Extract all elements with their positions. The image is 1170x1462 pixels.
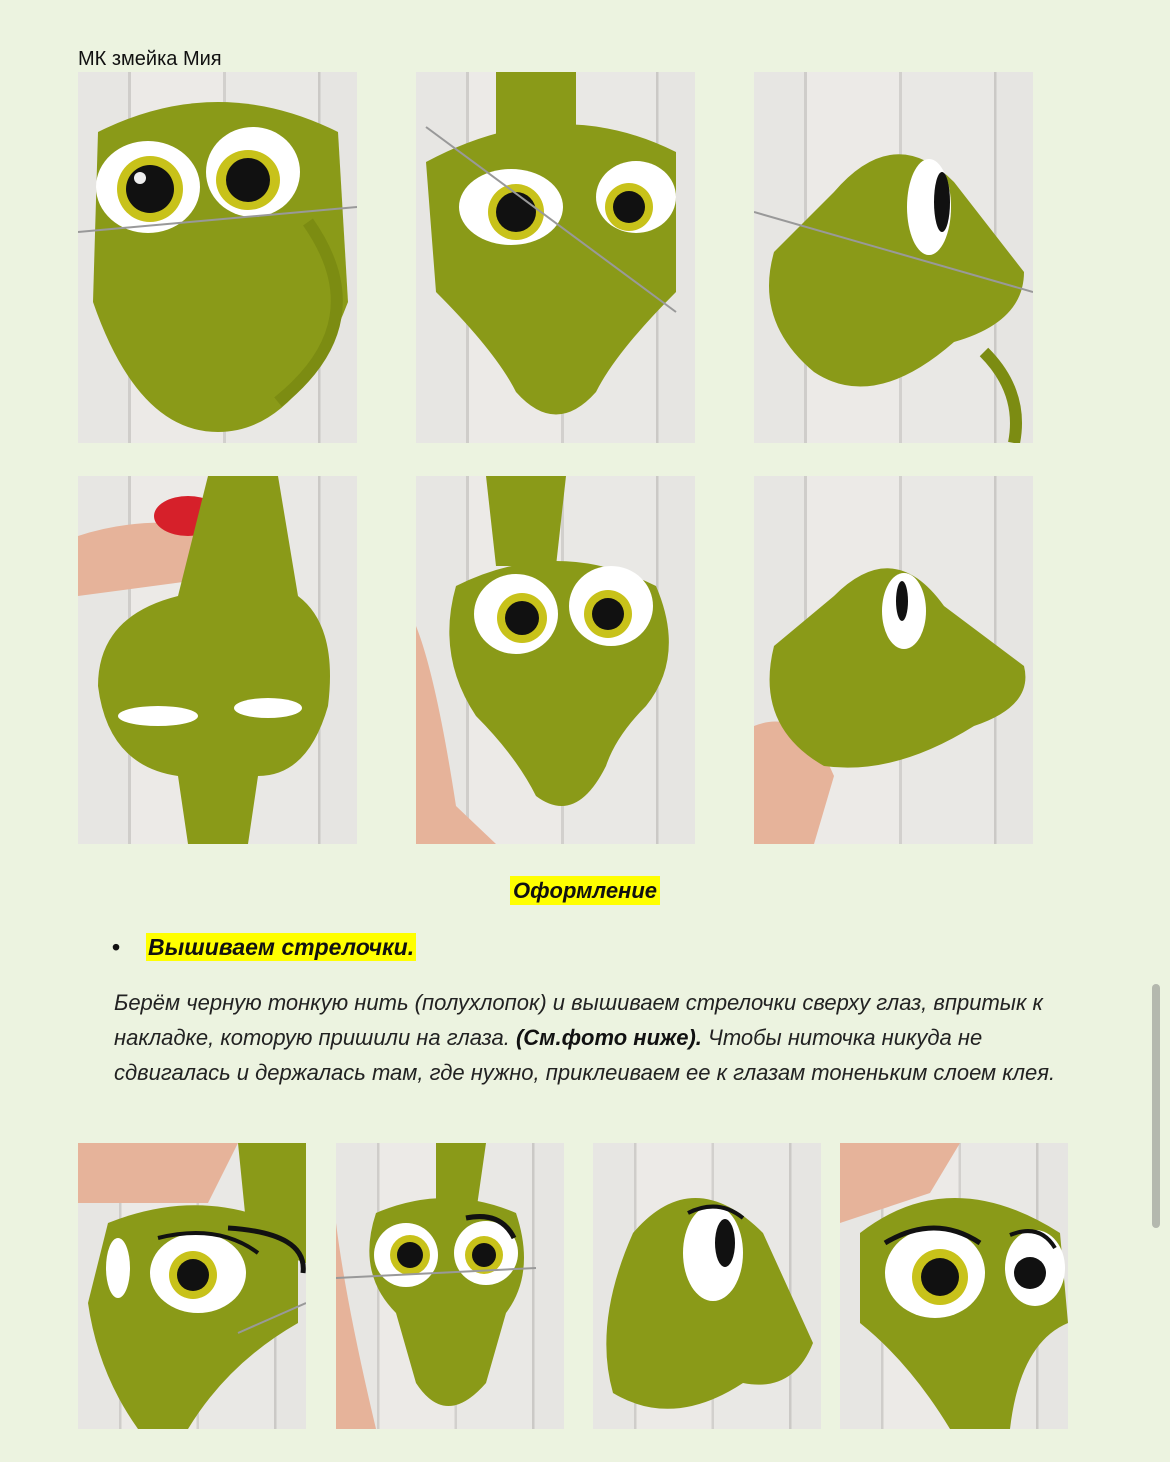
photo-side-eyebrow <box>593 1143 821 1429</box>
document-title: МК змейка Мия <box>78 48 222 70</box>
instruction-paragraph <box>114 985 1074 1090</box>
snake-head-image <box>336 1143 564 1429</box>
snake-head-image <box>593 1143 821 1429</box>
bullet-icon: • <box>112 934 121 960</box>
photo-held-bottom-view <box>78 476 357 844</box>
snake-head-image <box>754 476 1033 844</box>
bullet-item <box>112 934 416 961</box>
photo-front-held <box>416 476 695 844</box>
snake-head-image <box>416 476 695 844</box>
paragraph-bold-reference: (См.фото ниже). <box>515 1025 702 1050</box>
paragraph-text-2: Чтобы ниточка никуда не сдвигалась и держалась там, где нужно, приклеиваем ее к глазам тоненьким слоем клея. <box>114 1025 1056 1085</box>
snake-head-image <box>78 72 357 443</box>
photo-front-eyebrows <box>336 1143 564 1429</box>
paragraph-text-1: Берём черную тонкую нить (полухлопок) и вышиваем стрелочки сверху глаз, впритык к накладке, которую пришили на глаза. <box>114 990 1043 1050</box>
scrollbar-thumb[interactable] <box>1152 984 1160 1228</box>
photo-side-needle <box>754 72 1033 443</box>
snake-head-image <box>840 1143 1068 1429</box>
snake-head-image <box>416 72 695 443</box>
photo-stitching-eyebrow <box>78 1143 306 1429</box>
bullet-label: Вышиваем стрелочки. <box>148 934 415 960</box>
snake-head-image <box>754 72 1033 443</box>
snake-head-image <box>78 476 357 844</box>
photo-side-held <box>754 476 1033 844</box>
section-heading <box>0 878 1170 904</box>
photo-front-needle-eyes <box>416 72 695 443</box>
photo-front-needle <box>78 72 357 443</box>
section-heading-text: Оформление <box>510 876 660 905</box>
snake-head-image <box>78 1143 306 1429</box>
photo-finished-eyebrows <box>840 1143 1068 1429</box>
